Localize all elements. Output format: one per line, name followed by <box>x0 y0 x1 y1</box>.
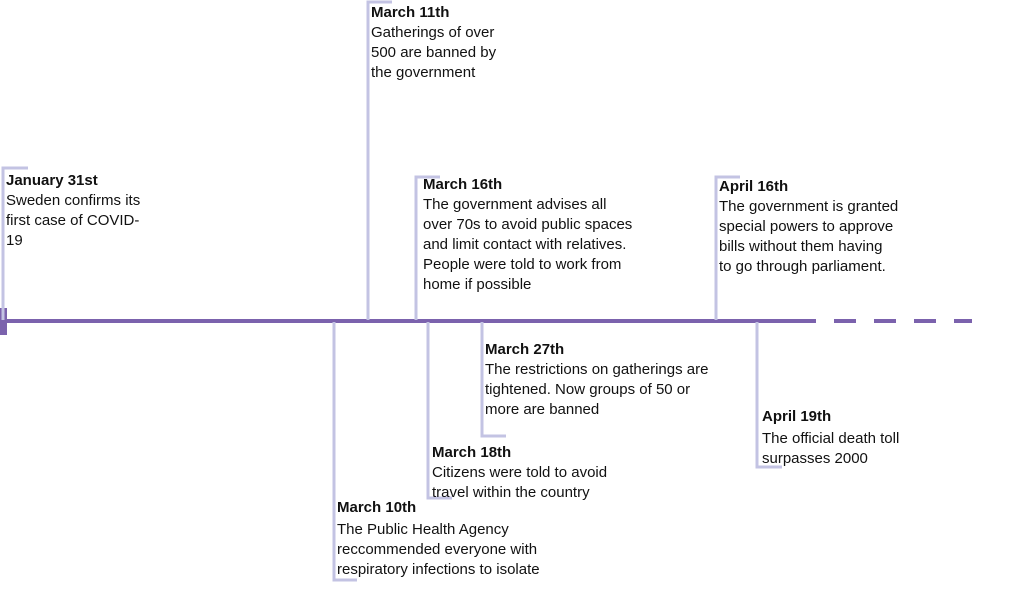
event-date: April 16th <box>719 178 789 195</box>
event-description: Gatherings of over 500 are banned by the government <box>371 24 497 81</box>
event-description: The Public Health Agency reccommended everyone with respiratory infections to isolate <box>337 521 540 578</box>
event-date: March 11th <box>371 4 450 21</box>
event-description: Sweden confirms its first case of COVID-19 <box>6 192 141 249</box>
event-date: March 18th <box>432 444 512 461</box>
event-description: Citizens were told to avoid travel within the country <box>432 464 608 501</box>
event-april-19 <box>762 407 912 469</box>
event-march-18 <box>432 443 632 503</box>
event-date: April 19th <box>762 408 832 425</box>
event-description: The restrictions on gatherings are tightened. Now groups of 50 or more are banned <box>485 361 709 418</box>
event-march-10 <box>337 498 567 580</box>
event-date: March 27th <box>485 341 565 358</box>
event-description: The government advises all over 70s to avoid public spaces and limit contact with relatives. People were told to work from home if possible <box>423 196 633 293</box>
event-march-16 <box>423 175 638 295</box>
event-date: March 10th <box>337 499 417 516</box>
event-april-16 <box>719 177 899 277</box>
event-march-11 <box>371 3 511 83</box>
event-march-27 <box>485 340 710 420</box>
event-description: The official death toll surpasses 2000 <box>762 430 900 467</box>
event-date: January 31st <box>6 172 98 189</box>
event-date: March 16th <box>423 176 503 193</box>
event-january-31 <box>6 171 141 251</box>
event-description: The government is granted special powers to approve bills without them having to go through parliament. <box>719 198 899 275</box>
